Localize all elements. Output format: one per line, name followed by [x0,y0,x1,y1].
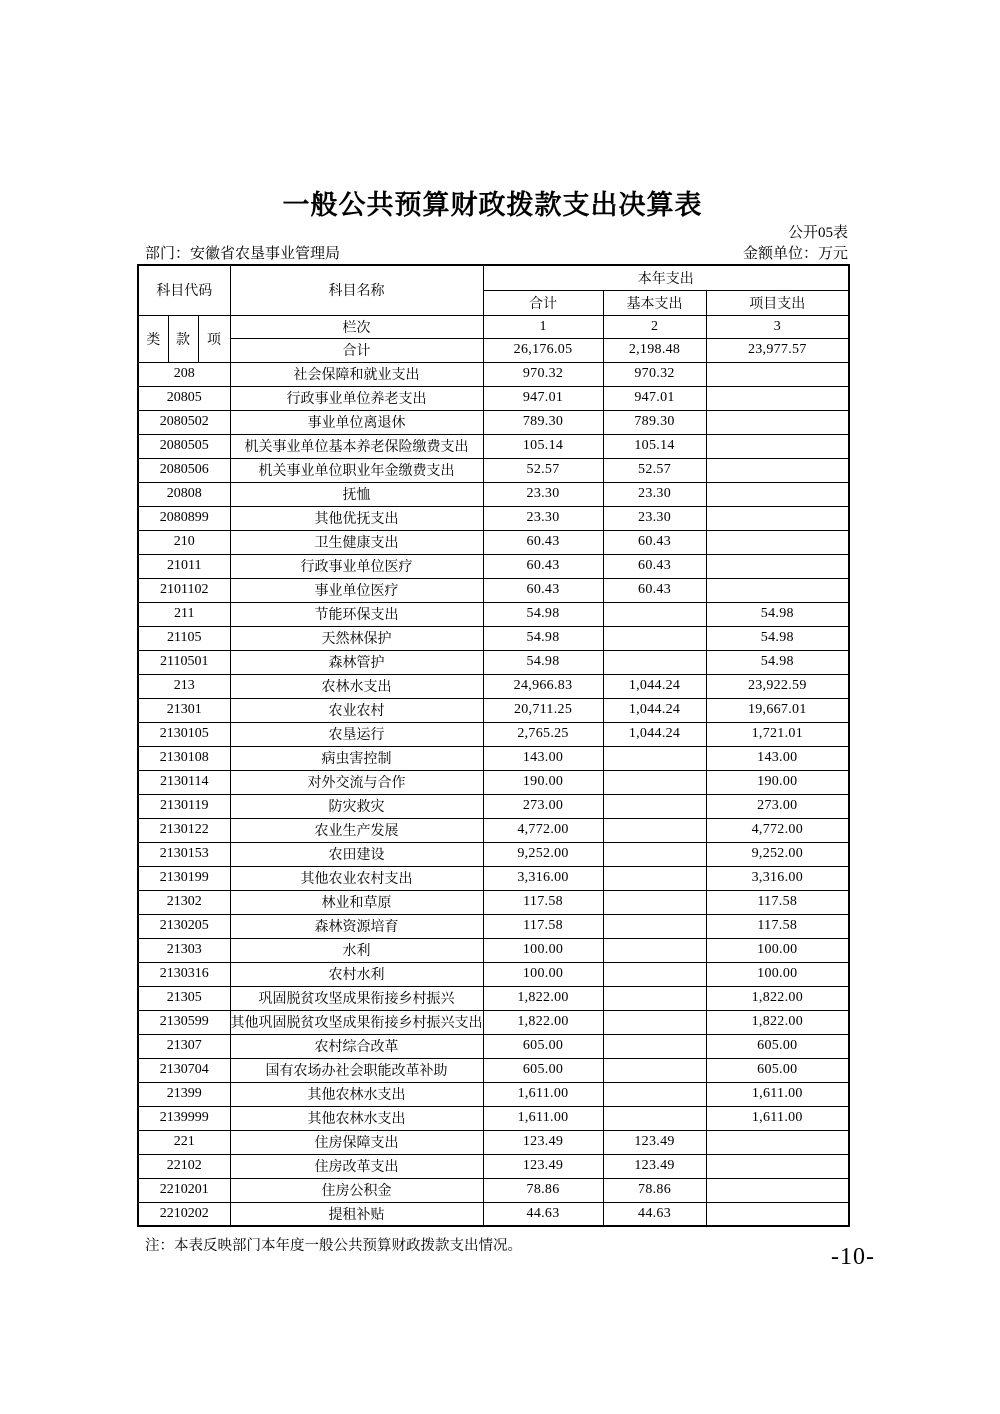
subject-code-cell: 208 [138,362,230,386]
project-expenditure-value-cell [706,362,849,386]
subject-code-cell: 21307 [138,1034,230,1058]
basic-expenditure-value-cell: 123.49 [603,1154,706,1178]
basic-expenditure-value-cell: 60.43 [603,578,706,602]
subject-code-cell: 221 [138,1130,230,1154]
project-expenditure-value-cell: 117.58 [706,890,849,914]
total-value-cell: 24,966.83 [483,674,603,698]
total-value-cell: 4,772.00 [483,818,603,842]
subject-code-cell: 21011 [138,554,230,578]
subject-code-cell: 2130119 [138,794,230,818]
total-value-cell: 60.43 [483,578,603,602]
project-expenditure-value-cell: 605.00 [706,1034,849,1058]
subject-name-cell: 抚恤 [230,482,483,506]
table-row [138,1178,849,1202]
subject-code-cell: 2139999 [138,1106,230,1130]
total-value-cell: 947.01 [483,386,603,410]
subject-code-cell: 21305 [138,986,230,1010]
total-value-cell: 60.43 [483,530,603,554]
subject-name-cell: 农村水利 [230,962,483,986]
table-row [138,698,849,722]
basic-expenditure-value-cell [603,626,706,650]
subject-code-header: 科目代码 [138,265,230,315]
table-row [138,410,849,434]
total-value-cell: 123.49 [483,1130,603,1154]
total-value-cell: 52.57 [483,458,603,482]
project-expenditure-value-cell: 190.00 [706,770,849,794]
basic-expenditure-value-cell: 789.30 [603,410,706,434]
project-expenditure-value-cell: 9,252.00 [706,842,849,866]
total-value-cell: 105.14 [483,434,603,458]
total-value-cell: 78.86 [483,1178,603,1202]
basic-expenditure-value-cell: 1,044.24 [603,722,706,746]
total-value-cell: 100.00 [483,962,603,986]
table-row [138,434,849,458]
basic-expenditure-value-cell [603,818,706,842]
table-row [138,506,849,530]
code-item-header: 项 [198,315,230,362]
table-row [138,1034,849,1058]
project-expenditure-value-cell: 54.98 [706,602,849,626]
project-expenditure-column-header: 项目支出 [706,290,849,315]
subject-name-cell: 巩固脱贫攻坚成果衔接乡村振兴 [230,986,483,1010]
table-row [138,866,849,890]
project-expenditure-value-cell: 1,721.01 [706,722,849,746]
table-row [138,362,849,386]
subject-name-cell: 住房公积金 [230,1178,483,1202]
basic-expenditure-value-cell [603,770,706,794]
total-value-cell: 44.63 [483,1202,603,1226]
subject-code-cell: 2130704 [138,1058,230,1082]
project-expenditure-value-cell: 605.00 [706,1058,849,1082]
subject-code-cell: 210 [138,530,230,554]
total-value-cell: 123.49 [483,1154,603,1178]
project-expenditure-value-cell: 3,316.00 [706,866,849,890]
subject-code-cell: 2080899 [138,506,230,530]
project-expenditure-value-cell: 1,611.00 [706,1082,849,1106]
project-expenditure-value-cell [706,386,849,410]
total-value-cell: 605.00 [483,1034,603,1058]
basic-expenditure-value-cell [603,794,706,818]
amount-unit-label: 金额单位：万元 [742,246,848,262]
subject-code-cell: 2080506 [138,458,230,482]
basic-expenditure-value-cell [603,842,706,866]
grand-total-row [138,338,849,362]
subject-code-cell: 2130199 [138,866,230,890]
table-row [138,890,849,914]
column-number-3: 3 [706,315,849,338]
subject-name-header: 科目名称 [230,265,483,315]
table-row [138,746,849,770]
subject-code-cell: 20808 [138,482,230,506]
subject-name-cell: 其他巩固脱贫攻坚成果衔接乡村振兴支出 [230,1010,483,1034]
table-row [138,938,849,962]
subject-name-cell: 其他农林水支出 [230,1106,483,1130]
project-expenditure-value-cell [706,506,849,530]
project-expenditure-value-cell [706,1178,849,1202]
subject-name-cell: 住房保障支出 [230,1130,483,1154]
total-value-cell: 117.58 [483,890,603,914]
subject-name-cell: 森林资源培育 [230,914,483,938]
project-expenditure-value-cell: 143.00 [706,746,849,770]
project-expenditure-value-cell: 4,772.00 [706,818,849,842]
subject-name-cell: 国有农场办社会职能改革补助 [230,1058,483,1082]
basic-expenditure-value-cell [603,746,706,770]
grand-total-basic: 2,198.48 [603,338,706,362]
project-expenditure-value-cell: 100.00 [706,938,849,962]
subject-name-cell: 机关事业单位职业年金缴费支出 [230,458,483,482]
table-row [138,482,849,506]
column-number-1: 1 [483,315,603,338]
total-value-cell: 1,611.00 [483,1106,603,1130]
project-expenditure-value-cell: 54.98 [706,650,849,674]
table-row [138,554,849,578]
project-expenditure-value-cell [706,482,849,506]
subject-code-cell: 22102 [138,1154,230,1178]
subject-name-cell: 住房改革支出 [230,1154,483,1178]
project-expenditure-value-cell [706,1202,849,1226]
subject-code-cell: 2130153 [138,842,230,866]
project-expenditure-value-cell: 100.00 [706,962,849,986]
table-row [138,1058,849,1082]
subject-name-cell: 其他优抚支出 [230,506,483,530]
total-value-cell: 100.00 [483,938,603,962]
basic-expenditure-value-cell: 78.86 [603,1178,706,1202]
total-value-cell: 605.00 [483,1058,603,1082]
total-value-cell: 1,611.00 [483,1082,603,1106]
subject-code-cell: 2110501 [138,650,230,674]
page-title: 一般公共预算财政拨款支出决算表 [282,190,703,220]
table-number-label: 公开05表 [787,225,848,241]
basic-expenditure-value-cell: 23.30 [603,482,706,506]
subject-name-cell: 其他农林水支出 [230,1082,483,1106]
column-number-2: 2 [603,315,706,338]
basic-expenditure-value-cell: 1,044.24 [603,698,706,722]
subject-code-cell: 2210202 [138,1202,230,1226]
subject-name-cell: 社会保障和就业支出 [230,362,483,386]
subject-name-cell: 病虫害控制 [230,746,483,770]
basic-expenditure-value-cell [603,602,706,626]
subject-code-cell: 2210201 [138,1178,230,1202]
subject-name-cell: 提租补贴 [230,1202,483,1226]
total-column-header: 合计 [483,290,603,315]
project-expenditure-value-cell [706,530,849,554]
total-value-cell: 2,765.25 [483,722,603,746]
project-expenditure-value-cell [706,1154,849,1178]
project-expenditure-value-cell: 54.98 [706,626,849,650]
table-row [138,770,849,794]
table-row [138,1082,849,1106]
basic-expenditure-value-cell: 970.32 [603,362,706,386]
project-expenditure-value-cell: 1,611.00 [706,1106,849,1130]
total-value-cell: 23.30 [483,506,603,530]
subject-code-cell: 213 [138,674,230,698]
project-expenditure-value-cell: 1,822.00 [706,1010,849,1034]
total-value-cell: 970.32 [483,362,603,386]
basic-expenditure-value-cell [603,1106,706,1130]
total-value-cell: 54.98 [483,602,603,626]
subject-code-cell: 2080505 [138,434,230,458]
project-expenditure-value-cell [706,554,849,578]
table-row [138,1202,849,1226]
total-value-cell: 54.98 [483,626,603,650]
table-row [138,1106,849,1130]
project-expenditure-value-cell: 117.58 [706,914,849,938]
basic-expenditure-value-cell [603,962,706,986]
budget-expenditure-table [137,264,850,1227]
total-value-cell: 143.00 [483,746,603,770]
basic-expenditure-value-cell: 947.01 [603,386,706,410]
subject-name-cell: 农林水支出 [230,674,483,698]
subject-name-cell: 行政事业单位医疗 [230,554,483,578]
subject-code-cell: 21302 [138,890,230,914]
project-expenditure-value-cell: 23,922.59 [706,674,849,698]
subject-code-cell: 21399 [138,1082,230,1106]
table-row [138,722,849,746]
subject-name-cell: 农村综合改革 [230,1034,483,1058]
basic-expenditure-value-cell: 60.43 [603,554,706,578]
table-row [138,818,849,842]
subject-name-cell: 农垦运行 [230,722,483,746]
total-value-cell: 789.30 [483,410,603,434]
table-row [138,458,849,482]
subject-code-cell: 21301 [138,698,230,722]
subject-name-cell: 水利 [230,938,483,962]
table-row [138,674,849,698]
total-value-cell: 20,711.25 [483,698,603,722]
table-row [138,626,849,650]
table-row [138,794,849,818]
table-row [138,962,849,986]
total-value-cell: 1,822.00 [483,986,603,1010]
table-row [138,602,849,626]
table-row [138,1130,849,1154]
header-row-1 [138,265,849,290]
subject-name-cell: 行政事业单位养老支出 [230,386,483,410]
subject-name-cell: 农业生产发展 [230,818,483,842]
subject-code-cell: 211 [138,602,230,626]
project-expenditure-value-cell: 1,822.00 [706,986,849,1010]
project-expenditure-value-cell [706,1130,849,1154]
basic-expenditure-value-cell: 1,044.24 [603,674,706,698]
grand-total-total: 26,176.05 [483,338,603,362]
total-value-cell: 190.00 [483,770,603,794]
subject-name-cell: 天然林保护 [230,626,483,650]
table-row [138,1010,849,1034]
project-expenditure-value-cell [706,458,849,482]
table-row [138,986,849,1010]
project-expenditure-value-cell: 19,667.01 [706,698,849,722]
grand-total-project: 23,977.57 [706,338,849,362]
total-value-cell: 1,822.00 [483,1010,603,1034]
basic-expenditure-value-cell [603,914,706,938]
subject-code-cell: 21303 [138,938,230,962]
subject-code-cell: 2080502 [138,410,230,434]
table-row [138,842,849,866]
subject-name-cell: 防灾救灾 [230,794,483,818]
subject-code-cell: 2130122 [138,818,230,842]
subject-code-cell: 21105 [138,626,230,650]
table-row [138,530,849,554]
subject-code-cell: 2130316 [138,962,230,986]
total-value-cell: 54.98 [483,650,603,674]
basic-expenditure-value-cell [603,1058,706,1082]
subject-name-cell: 林业和草原 [230,890,483,914]
project-expenditure-value-cell: 273.00 [706,794,849,818]
subject-name-cell: 事业单位离退休 [230,410,483,434]
subject-code-cell: 2130599 [138,1010,230,1034]
total-value-cell: 273.00 [483,794,603,818]
grand-total-label: 合计 [230,338,483,362]
total-value-cell: 9,252.00 [483,842,603,866]
table-row [138,578,849,602]
meta-row [137,242,848,263]
project-expenditure-value-cell [706,578,849,602]
table-row [138,386,849,410]
subject-name-cell: 对外交流与合作 [230,770,483,794]
basic-expenditure-value-cell: 44.63 [603,1202,706,1226]
code-section-header: 款 [168,315,198,362]
table-row [138,914,849,938]
subject-code-cell: 2130108 [138,746,230,770]
header-row-3 [138,315,849,338]
basic-expenditure-value-cell [603,890,706,914]
basic-expenditure-value-cell: 60.43 [603,530,706,554]
subject-code-cell: 2130114 [138,770,230,794]
project-expenditure-value-cell [706,410,849,434]
current-year-expenditure-header: 本年支出 [483,265,849,290]
basic-expenditure-value-cell: 105.14 [603,434,706,458]
subject-name-cell: 节能环保支出 [230,602,483,626]
basic-expenditure-value-cell: 52.57 [603,458,706,482]
basic-expenditure-value-cell [603,938,706,962]
basic-expenditure-value-cell: 23.30 [603,506,706,530]
total-value-cell: 60.43 [483,554,603,578]
subject-name-cell: 农田建设 [230,842,483,866]
table-row [138,650,849,674]
total-value-cell: 3,316.00 [483,866,603,890]
subject-code-cell: 2130105 [138,722,230,746]
subject-name-cell: 事业单位医疗 [230,578,483,602]
total-value-cell: 23.30 [483,482,603,506]
subject-name-cell: 卫生健康支出 [230,530,483,554]
basic-expenditure-value-cell [603,1010,706,1034]
basic-expenditure-value-cell [603,986,706,1010]
department-label: 部门：安徽省农垦事业管理局 [145,246,341,262]
basic-expenditure-value-cell [603,1082,706,1106]
subject-code-cell: 20805 [138,386,230,410]
total-value-cell: 117.58 [483,914,603,938]
table-row [138,1154,849,1178]
basic-expenditure-column-header: 基本支出 [603,290,706,315]
table-note: 注：本表反映部门本年度一般公共预算财政拨款支出情况。 [145,1238,522,1254]
code-class-header: 类 [138,315,168,362]
basic-expenditure-value-cell [603,1034,706,1058]
subject-code-cell: 2130205 [138,914,230,938]
subject-name-cell: 机关事业单位基本养老保险缴费支出 [230,434,483,458]
subject-code-cell: 2101102 [138,578,230,602]
rank-label: 栏次 [230,315,483,338]
subject-name-cell: 其他农业农村支出 [230,866,483,890]
project-expenditure-value-cell [706,434,849,458]
subject-name-cell: 森林管护 [230,650,483,674]
subject-name-cell: 农业农村 [230,698,483,722]
page-number: -10- [831,1244,875,1270]
basic-expenditure-value-cell [603,866,706,890]
basic-expenditure-value-cell: 123.49 [603,1130,706,1154]
basic-expenditure-value-cell [603,650,706,674]
